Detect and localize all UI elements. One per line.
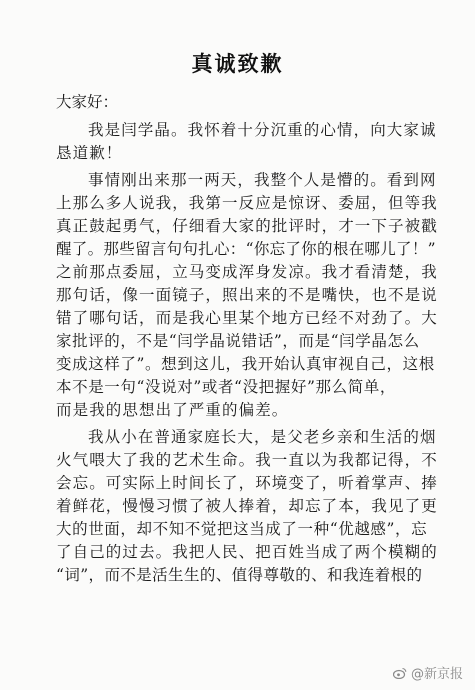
document-title: 真诚致歉 [191,52,284,76]
paragraph-line: 事情刚出来那一两天，我整个人是懵的。看到网 [88,171,437,189]
watermark [393,663,463,682]
paragraph-line: 会忘。可实际上时间长了，环境变了，听着掌声、捧 [56,474,438,492]
paragraph-line: 大的世面，却不知不觉把这当成了一种“优越感”，忘 [56,520,428,538]
paragraph-line: 我是闫学晶。我怀着十分沉重的心情，向大家诚 [88,121,437,139]
paragraph-line: “词”，而不是活生生的、值得尊敬的、和我连着根的 [56,566,423,584]
paragraph-line: 变成这样了”。想到这儿，我开始认真审视自己，这根 [56,355,435,373]
paragraph-line: 醒了。那些留言句句扎心：“你忘了你的根在哪儿了！” [56,240,436,258]
paragraph-line: 本不是一句“没说对”或者“没把握好”那么简单， [56,378,396,396]
paragraph-line: 着鲜花，慢慢习惯了被人捧着，却忘了本，我见了更 [56,497,438,515]
paragraph-line: 之前那点委屈，立马变成浑身发凉。我才看清楚，我 [56,263,438,281]
paragraph-line: 家批评的，不是“闫学晶说错话”，而是“闫学晶怎么 [56,332,420,350]
paragraph-line: 我从小在普通家庭长大，是父老乡亲和生活的烟 [88,428,437,446]
paragraph-line: 恳道歉！ [56,144,123,162]
paragraph-line: 那句话，像一面镜子，照出来的不是嘴快，也不是说 [56,286,438,304]
paragraph-line: 真正鼓起勇气，仔细看大家的批评时，才一下子被戳 [56,217,438,235]
paragraph-line: 错了哪句话，而是我心里某个地方已经不对劲了。大 [56,309,438,327]
paragraph-line: 了自己的过去。我把人民、把百姓当成了两个模糊的 [56,543,438,561]
greeting: 大家好： [56,93,119,111]
paragraph-line: 火气喂大了我的艺术生命。我一直以为我都记得，不 [56,451,438,469]
weibo-icon [393,667,407,679]
paragraph-line: 而是我的思想出了严重的偏差。 [56,401,289,419]
paragraph-line: 上那么多人说我，我第一反应是惊讶、委屈，但等我 [56,194,438,212]
watermark-text: @新京报 [410,667,463,682]
